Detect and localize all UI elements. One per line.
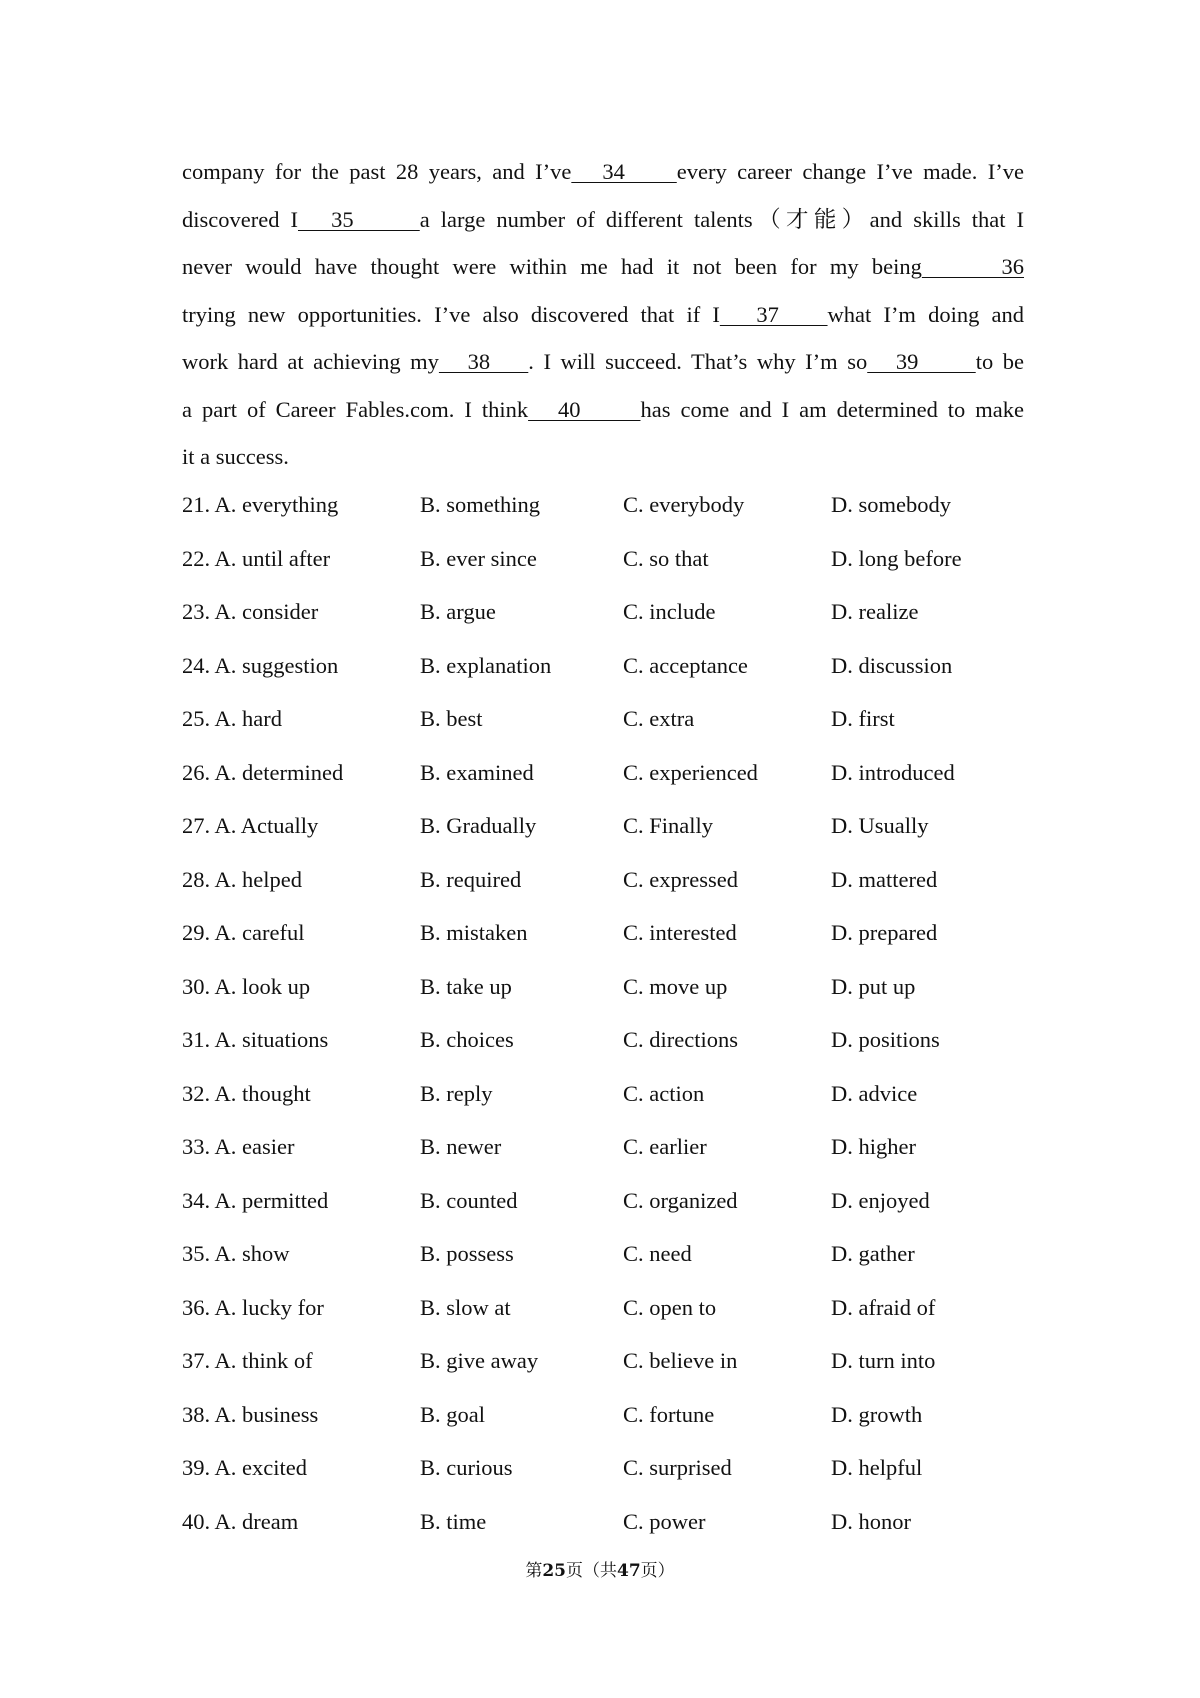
option-a (182, 639, 338, 693)
option-c: C. fortune (623, 1401, 715, 1427)
question-row (182, 585, 1024, 639)
option-c: C. action (623, 1080, 705, 1106)
question-number: 37. (182, 1348, 211, 1373)
option-a (182, 1388, 318, 1442)
option-c: C. earlier (623, 1134, 707, 1159)
option-a-text: A. careful (214, 920, 305, 945)
question-row (182, 478, 1024, 532)
question-number: 36. (182, 1294, 211, 1320)
option-b: B. newer (420, 1134, 502, 1159)
option-a-text: A. hard (214, 706, 282, 731)
option-c: C. experienced (623, 759, 758, 785)
question-number: 35. (182, 1241, 211, 1266)
option-d: D. enjoyed (831, 1187, 930, 1213)
option-b: B. possess (420, 1241, 514, 1266)
option-b: B. curious (420, 1455, 513, 1480)
passage-line (182, 243, 1024, 291)
option-b: B. ever since (420, 545, 537, 571)
passage-segment: has come and I am determined to make (640, 396, 1025, 422)
question-row (182, 1227, 1024, 1281)
option-c: C. interested (623, 920, 737, 945)
option-c: C. expressed (623, 866, 738, 892)
passage-segment: never would have thought were within me had it not been for my being (182, 254, 922, 279)
option-a (182, 1067, 311, 1121)
question-number: 32. (182, 1080, 211, 1106)
question-row (182, 1120, 1024, 1174)
option-d: D. discussion (831, 652, 953, 678)
option-d: D. realize (831, 599, 919, 624)
option-b: B. examined (420, 759, 534, 785)
passage-segment: it a success. (182, 444, 289, 469)
option-d: D. gather (831, 1241, 915, 1266)
question-row (182, 906, 1024, 960)
passage-text (182, 148, 1024, 481)
passage-segment: a large number of different talents（才能）and skills that I (419, 206, 1024, 232)
question-number: 34. (182, 1187, 211, 1213)
passage-segment: what I’m doing and (827, 301, 1025, 327)
option-a-text: A. business (214, 1401, 319, 1427)
option-a-text: A. Actually (214, 813, 319, 838)
question-number: 21. (182, 492, 211, 517)
option-d: D. mattered (831, 866, 938, 892)
question-number: 39. (182, 1455, 211, 1480)
option-d: D. first (831, 706, 895, 731)
question-row (182, 746, 1024, 800)
option-b: B. reply (420, 1080, 493, 1106)
option-d: D. Usually (831, 813, 929, 838)
question-row (182, 960, 1024, 1014)
option-d: D. put up (831, 973, 916, 999)
question-row (182, 799, 1024, 853)
passage-segment: trying new opportunities. I’ve also discovered that if I (182, 301, 720, 327)
option-a-text: A. until after (214, 545, 331, 571)
option-a-text: A. suggestion (214, 652, 339, 678)
option-a-text: A. situations (214, 1027, 329, 1052)
question-row (182, 692, 1024, 746)
option-b: B. slow at (420, 1294, 511, 1320)
option-d: D. turn into (831, 1348, 936, 1373)
option-a (182, 1281, 324, 1335)
option-b: B. take up (420, 973, 512, 999)
option-d: D. introduced (831, 759, 955, 785)
question-row (182, 1174, 1024, 1228)
option-a (182, 532, 330, 586)
passage-line (182, 196, 1024, 244)
question-number: 29. (182, 920, 211, 945)
option-d: D. somebody (831, 492, 951, 517)
option-a-text: A. easier (214, 1134, 295, 1159)
option-a (182, 1120, 294, 1174)
option-b: B. choices (420, 1027, 514, 1052)
answer-blank: 40 (528, 396, 641, 422)
option-c: C. Finally (623, 813, 714, 838)
option-c: C. believe in (623, 1348, 738, 1373)
passage-line (182, 433, 1024, 481)
option-a-text: A. dream (214, 1508, 299, 1534)
option-c: C. so that (623, 545, 709, 571)
option-a (182, 960, 310, 1014)
option-a-text: A. everything (214, 492, 339, 517)
option-a-text: A. look up (214, 973, 311, 999)
option-c: C. acceptance (623, 652, 748, 678)
option-c: C. include (623, 599, 716, 624)
option-a-text: A. lucky for (214, 1294, 324, 1320)
option-d: D. advice (831, 1080, 918, 1106)
option-a (182, 746, 343, 800)
passage-line (182, 291, 1024, 339)
option-d: D. growth (831, 1401, 923, 1427)
question-number: 30. (182, 973, 211, 999)
option-c: C. directions (623, 1027, 738, 1052)
question-row (182, 1495, 1024, 1549)
option-b: B. time (420, 1508, 487, 1534)
option-c: C. move up (623, 973, 728, 999)
question-row (182, 639, 1024, 693)
option-a-text: A. show (214, 1241, 290, 1266)
question-number: 31. (182, 1027, 211, 1052)
passage-segment: every career change I’ve made. I’ve (676, 159, 1025, 184)
option-a (182, 478, 338, 532)
option-d: D. higher (831, 1134, 916, 1159)
option-a-text: A. consider (214, 599, 319, 624)
option-a (182, 1227, 290, 1281)
option-c: C. extra (623, 706, 695, 731)
option-a (182, 1174, 328, 1228)
option-a-text: A. determined (214, 759, 344, 785)
question-number: 27. (182, 813, 211, 838)
option-a (182, 585, 318, 639)
question-number: 38. (182, 1401, 211, 1427)
option-a (182, 1013, 328, 1067)
option-b: B. mistaken (420, 920, 528, 945)
question-number: 26. (182, 759, 211, 785)
answer-blank: 35 (297, 206, 420, 232)
option-b: B. counted (420, 1187, 518, 1213)
question-number: 22. (182, 545, 211, 571)
options-list (182, 478, 1024, 1548)
option-b: B. something (420, 492, 541, 517)
question-number: 40. (182, 1508, 211, 1534)
option-a (182, 799, 318, 853)
option-a (182, 853, 302, 907)
option-b: B. best (420, 706, 483, 731)
option-a (182, 1495, 298, 1549)
answer-blank: 39 (867, 349, 976, 374)
question-number: 25. (182, 706, 211, 731)
question-row (182, 532, 1024, 586)
passage-segment: discovered I (182, 206, 298, 232)
footer-total-pages: 47 (617, 1561, 641, 1581)
option-c: C. need (623, 1241, 692, 1266)
option-a-text: A. helped (214, 866, 302, 892)
option-b: B. give away (420, 1348, 539, 1373)
option-b: B. required (420, 866, 522, 892)
question-number: 28. (182, 866, 211, 892)
option-b: B. goal (420, 1401, 485, 1427)
passage-line (182, 148, 1024, 196)
option-d: D. positions (831, 1027, 940, 1052)
option-d: D. long before (831, 545, 962, 571)
option-b: B. explanation (420, 652, 552, 678)
answer-blank: 37 (719, 301, 828, 327)
option-a (182, 692, 282, 746)
option-c: C. open to (623, 1294, 717, 1320)
footer-suffix: 页） (640, 1561, 675, 1581)
option-a (182, 1441, 307, 1495)
answer-blank: 34 (571, 159, 677, 184)
passage-line (182, 386, 1024, 434)
option-c: C. everybody (623, 492, 745, 517)
question-row (182, 1441, 1024, 1495)
question-number: 24. (182, 652, 211, 678)
question-row (182, 1388, 1024, 1442)
option-d: D. afraid of (831, 1294, 936, 1320)
question-number: 23. (182, 599, 211, 624)
question-number: 33. (182, 1134, 211, 1159)
footer-mid: 页（共 (566, 1561, 617, 1581)
question-row (182, 1334, 1024, 1388)
passage-segment: to be (975, 349, 1025, 374)
option-a-text: A. think of (214, 1348, 313, 1373)
question-row (182, 1013, 1024, 1067)
option-d: D. honor (831, 1508, 911, 1534)
passage-line (182, 338, 1024, 386)
passage-segment: a part of Career Fables.com. I think (182, 396, 529, 422)
footer-page-number: 25 (542, 1561, 566, 1581)
passage-segment: . I will succeed. That’s why I’m so (528, 349, 868, 374)
option-d: D. helpful (831, 1455, 923, 1480)
passage-segment: company for the past 28 years, and I’ve (182, 159, 572, 184)
option-a-text: A. excited (214, 1455, 307, 1480)
option-a-text: A. thought (214, 1080, 311, 1106)
option-c: C. power (623, 1508, 706, 1534)
option-a-text: A. permitted (214, 1187, 329, 1213)
question-row (182, 1067, 1024, 1121)
answer-blank: 36 (921, 254, 1025, 279)
option-c: C. surprised (623, 1455, 732, 1480)
option-b: B. argue (420, 599, 496, 624)
page-footer (0, 1556, 1200, 1581)
answer-blank: 38 (438, 349, 529, 374)
question-row (182, 1281, 1024, 1335)
question-row (182, 853, 1024, 907)
passage-segment: work hard at achieving my (182, 349, 439, 374)
option-a (182, 1334, 313, 1388)
option-b: B. Gradually (420, 813, 537, 838)
footer-prefix: 第 (525, 1561, 543, 1581)
option-d: D. prepared (831, 920, 938, 945)
option-c: C. organized (623, 1187, 738, 1213)
option-a (182, 906, 304, 960)
